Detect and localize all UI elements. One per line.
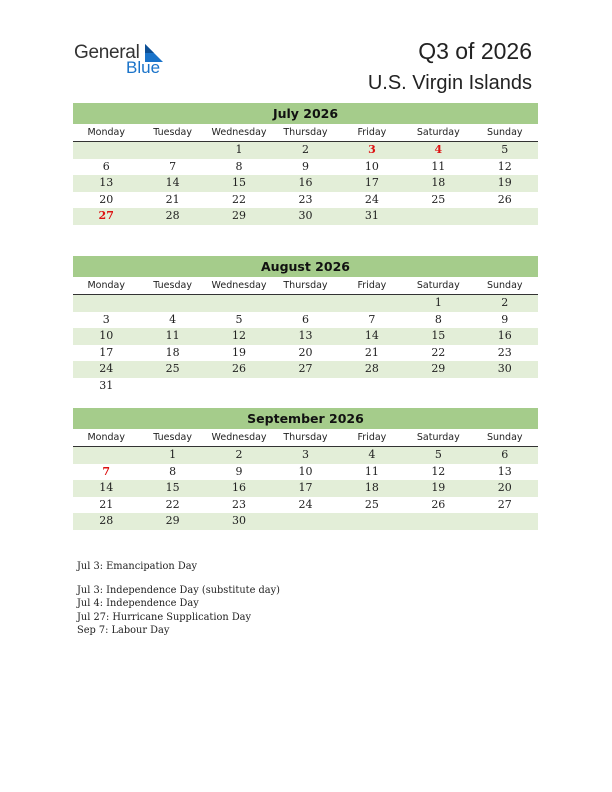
day-cell: 28 [364,362,379,375]
day-cell: 5 [235,312,243,326]
week-row [73,295,538,312]
day-cell [139,378,205,395]
month-september [73,408,538,530]
day-cell: 8 [169,464,177,478]
day-cell: 9 [235,464,243,478]
month-title: August 2026 [73,256,538,277]
day-cell: 28 [99,514,114,527]
day-cell: 30 [298,209,313,222]
weekday-header-row [73,429,538,447]
day-cell [405,513,471,530]
weekday-header-row [73,124,538,142]
day-cell: 7 [368,312,376,326]
day-cell: 23 [232,497,247,511]
month-july [73,103,538,225]
day-cell: 13 [497,464,512,478]
day-cell [139,142,205,159]
month-august [73,256,538,394]
day-cell: 16 [298,176,313,189]
day-cell [272,295,338,312]
day-cell [272,378,338,395]
day-cell: 27 [497,497,512,511]
day-cell: 7 [169,159,177,173]
week-row [73,175,538,192]
weekday-label: Tuesday [153,432,192,443]
day-cell: 31 [99,378,114,392]
day-cell: 2 [235,448,243,461]
day-cell: 25 [431,192,446,206]
week-row [73,464,538,481]
day-cell: 24 [364,192,379,206]
day-cell [206,378,272,395]
day-cell [73,447,139,464]
weekday-label: Monday [87,127,125,138]
week-row [73,447,538,464]
day-cell: 1 [235,143,243,156]
day-cell: 21 [165,192,180,206]
day-cell: 14 [165,176,180,189]
day-cell: 4 [368,448,376,461]
holiday-day-cell: 4 [434,143,443,156]
week-row [73,378,538,395]
week-row [73,361,538,378]
week-row [73,312,538,329]
day-cell: 12 [497,159,512,173]
weekday-label: Thursday [283,127,328,138]
day-cell: 29 [232,209,247,222]
week-row [73,142,538,159]
holiday-note: Jul 3: Emancipation Day [77,561,198,572]
day-cell: 15 [232,176,247,189]
day-cell: 22 [431,345,446,359]
day-cell: 20 [298,345,313,359]
day-cell: 25 [165,362,180,375]
day-cell: 10 [364,159,379,173]
logo-blue-text: Blue [126,58,161,77]
day-cell: 4 [169,312,177,326]
day-cell: 19 [497,176,512,189]
weekday-label: Saturday [416,432,460,443]
day-cell [139,295,205,312]
logo [74,42,174,78]
day-cell: 6 [501,448,509,461]
holiday-notes [77,560,280,637]
weekday-label: Friday [357,432,387,443]
day-cell: 8 [434,312,442,326]
weekday-label: Saturday [416,127,460,138]
day-cell: 9 [501,312,509,326]
week-row [73,497,538,514]
day-cell: 11 [431,159,446,173]
day-cell: 17 [364,176,379,189]
day-cell [472,208,538,225]
day-cell: 29 [431,362,446,375]
day-cell: 15 [165,481,180,494]
day-cell: 1 [169,448,177,461]
day-cell: 10 [99,329,114,342]
day-cell: 16 [232,481,247,494]
week-row [73,328,538,345]
day-cell [272,513,338,530]
weekday-label: Thursday [283,280,328,291]
day-cell: 2 [501,296,509,309]
day-cell: 6 [102,159,110,173]
day-cell: 29 [165,514,180,527]
day-cell: 27 [298,362,313,375]
day-cell: 28 [165,209,180,222]
day-cell: 13 [298,329,313,342]
week-row [73,159,538,176]
day-cell: 13 [99,176,114,189]
logo-general-text: General [74,42,140,63]
weekday-label: Friday [357,280,387,291]
holiday-day-cell: 3 [368,143,376,156]
day-cell: 12 [431,464,446,478]
week-row [73,208,538,225]
day-cell: 3 [102,312,110,326]
day-cell: 11 [364,464,379,478]
day-cell [73,295,139,312]
day-cell: 19 [232,345,247,359]
holiday-day-cell: 27 [98,209,114,222]
day-cell: 26 [431,497,446,511]
day-cell: 21 [364,345,379,359]
day-cell: 18 [165,345,180,359]
day-cell: 5 [434,448,442,461]
day-cell: 23 [298,192,313,206]
day-cell: 19 [431,481,446,494]
day-cell: 22 [165,497,180,511]
week-row [73,192,538,209]
day-cell [405,208,471,225]
day-cell [339,295,405,312]
day-cell [472,378,538,395]
day-cell: 3 [301,448,309,461]
holiday-note: Jul 3: Independence Day (substitute day) [77,585,280,597]
day-cell: 6 [301,312,309,326]
page-subtitle: U.S. Virgin Islands [367,72,532,94]
day-cell: 31 [364,209,379,222]
weekday-label: Wednesday [211,127,267,138]
day-cell: 26 [232,362,247,375]
day-cell: 11 [165,329,180,342]
day-cell: 18 [431,176,446,189]
holiday-note: Sep 7: Labour Day [77,624,170,636]
page-title: Q3 of 2026 [418,38,532,64]
day-cell [339,378,405,395]
weekday-label: Tuesday [153,127,192,138]
day-cell [73,142,139,159]
weekday-label: Monday [87,280,125,291]
day-cell: 22 [232,192,247,206]
day-cell: 10 [298,464,313,478]
holiday-day-cell: 7 [102,464,111,478]
weekday-label: Saturday [416,280,460,291]
day-cell: 24 [298,497,313,511]
weekday-header-row [73,277,538,295]
month-title: September 2026 [73,408,538,429]
weekday-label: Sunday [486,280,523,291]
day-cell: 24 [99,362,114,375]
day-cell: 23 [497,345,512,359]
week-row [73,513,538,530]
day-cell: 8 [235,159,243,173]
day-cell: 9 [301,159,309,173]
weekday-label: Thursday [283,432,328,443]
day-cell: 16 [497,329,512,342]
weekday-label: Sunday [486,127,523,138]
day-cell: 17 [298,481,313,494]
weekday-label: Wednesday [211,432,267,443]
day-cell: 15 [431,329,446,342]
holiday-note: Jul 27: Hurricane Supplication Day [77,611,252,623]
day-cell [472,513,538,530]
week-row [73,345,538,362]
day-cell: 21 [99,497,114,511]
day-cell: 1 [434,296,442,309]
day-cell: 30 [497,362,512,375]
week-row [73,480,538,497]
weekday-label: Monday [87,432,125,443]
day-cell: 20 [497,481,512,494]
day-cell: 18 [364,481,379,494]
day-cell: 5 [501,143,509,156]
day-cell: 25 [364,497,379,511]
day-cell: 26 [497,192,512,206]
day-cell: 14 [364,329,379,342]
holiday-note: Jul 4: Independence Day [77,598,199,610]
weekday-label: Wednesday [211,280,267,291]
day-cell: 12 [232,329,247,342]
day-cell: 17 [99,345,114,359]
day-cell: 14 [99,481,114,494]
weekday-label: Friday [357,127,387,138]
day-cell: 30 [232,514,247,527]
day-cell [339,513,405,530]
weekday-label: Tuesday [153,280,192,291]
day-cell [405,378,471,395]
weekday-label: Sunday [486,432,523,443]
month-title: July 2026 [73,103,538,124]
day-cell: 2 [301,143,309,156]
day-cell: 20 [99,192,114,206]
day-cell [206,295,272,312]
